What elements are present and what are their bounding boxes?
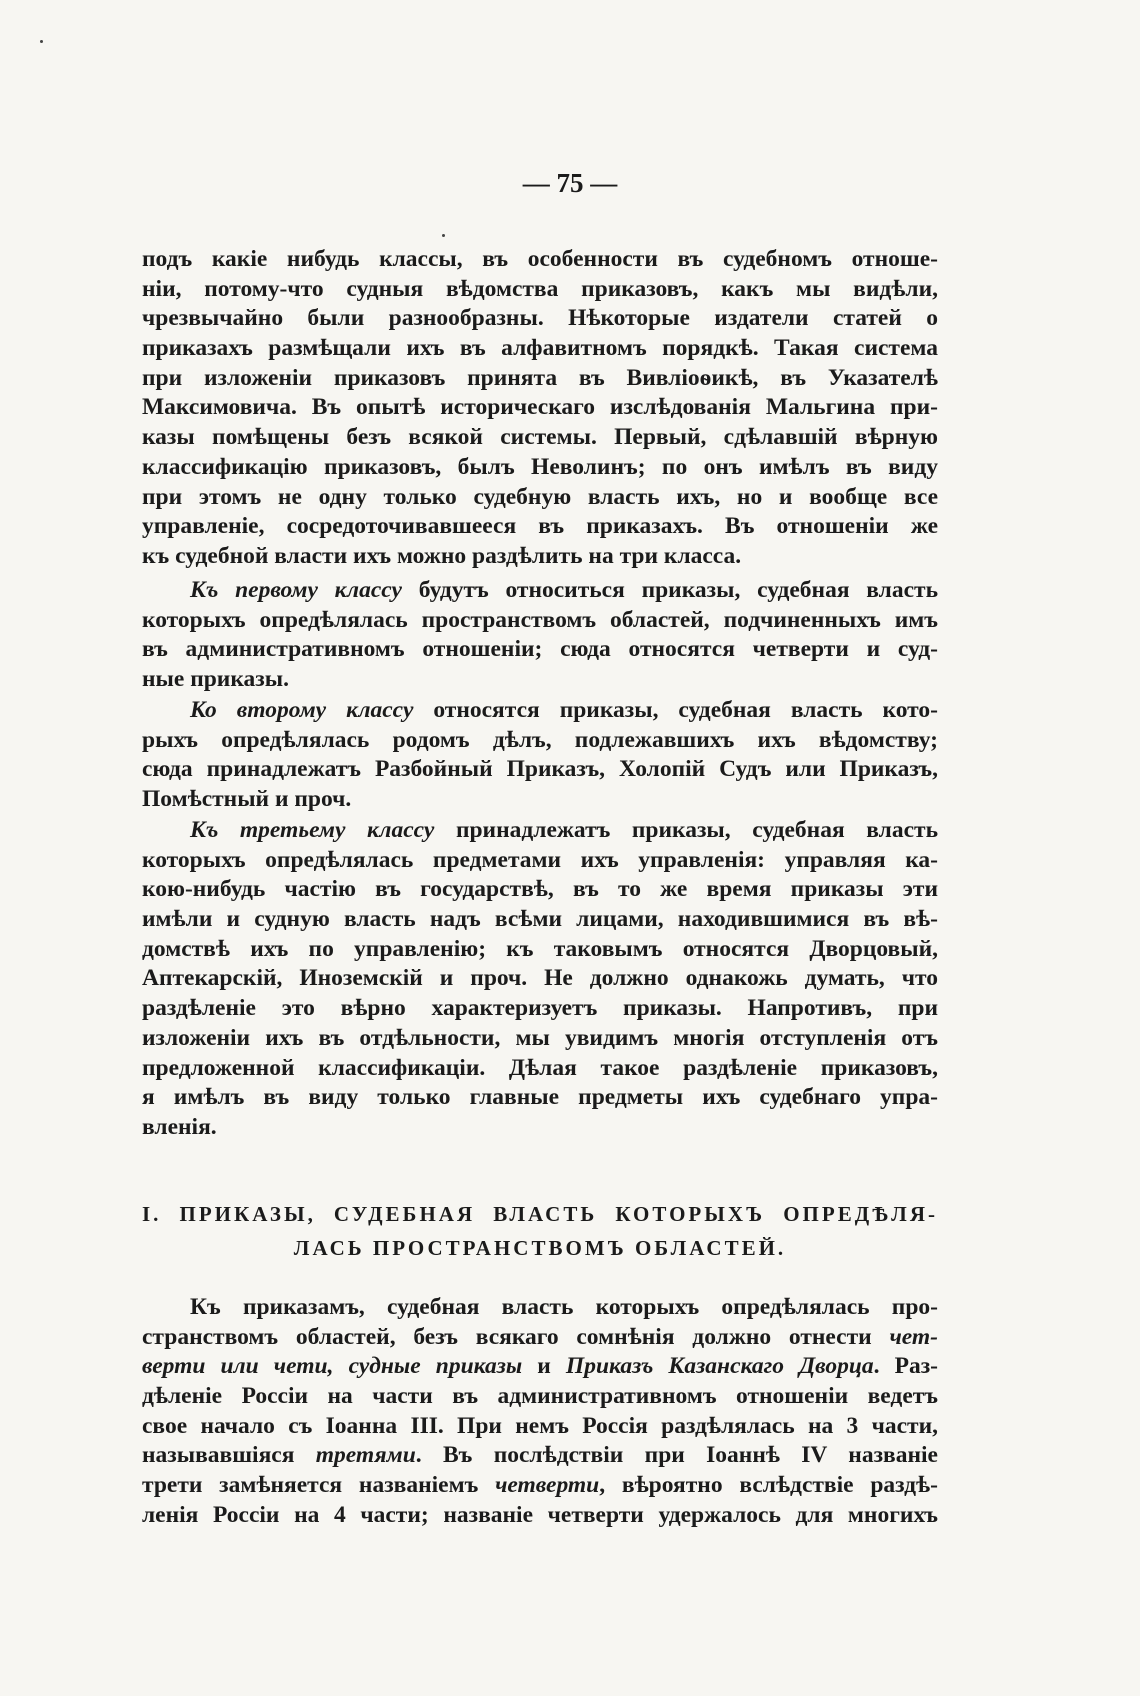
text-span: относятся приказы, судебная власть кото- [413,697,938,723]
text-span: и [522,1353,566,1380]
text-line: которыхъ опредѣлялась пространствомъ областей, подчиненныхъ имъ [142,606,938,633]
heading-line: I. ПРИКАЗЫ, СУДЕБНАЯ ВЛАСТЬ КОТОРЫХЪ ОПРЕДѢЛЯ- [142,1202,938,1226]
section-paragraph [142,1293,938,1531]
emphasis: четверти [495,1472,600,1499]
text-line: домствѣ ихъ по управленію; къ таковымъ относятся Дворцовый, [142,935,938,962]
text-line: ные приказы. [142,666,289,693]
text-line: предложенной классификаціи. Дѣлая такое раздѣленіе приказовъ, [142,1054,938,1081]
text-line [142,1323,938,1353]
emphasis: Ко второму классу [190,697,414,723]
section-heading [142,1197,938,1265]
text-span: странствомъ областей, безъ всякаго сомнѣнія должно отнести [142,1323,890,1350]
text-line: я имѣлъ въ виду только главные предметы ихъ судебнаго упра- [142,1084,938,1111]
emphasis: третями [315,1442,416,1469]
text-line: Аптекарскій, Иноземскій и проч. Не должно однакожь думать, что [142,965,938,992]
text-line: раздѣленіе это вѣрно характеризуетъ приказы. Напротивъ, при [142,995,938,1022]
text-line: Максимовича. Въ опытѣ историческаго изслѣдованія Мальгина при- [142,394,938,421]
text-line: Къ приказамъ, судебная власть которыхъ опредѣлялась про- [190,1294,938,1320]
emphasis: Къ третьему классу [190,817,435,843]
text-line: подъ какіе нибудь классы, въ особенности въ судебномъ отноше- [142,246,938,272]
text-span: . Въ послѣдствіи при Іоаннѣ IV названіе [415,1442,938,1469]
emphasis: Приказъ Казанскаго Дворца [565,1353,874,1380]
text-line: кою-нибудь частію въ государствѣ, въ то же время приказы эти [142,876,938,903]
text-line: вленія. [142,1113,217,1140]
text-line: при изложеніи приказовъ принята въ Вивліоѳикѣ, въ Указателѣ [142,364,938,391]
text-span: называвшіяся [142,1442,316,1469]
text-line: которыхъ опредѣлялась предметами ихъ управленія: управляя ка- [142,846,938,873]
text-line [142,696,938,726]
paragraph-3 [142,696,938,815]
emphasis: Къ первому классу [190,577,402,603]
text-line: ніи, потому-что судныя вѣдомства приказовъ, какъ мы видѣли, [142,275,938,302]
text-span: трети замѣняется названіемъ [142,1472,496,1499]
text-line [142,1471,938,1501]
text-line: приказахъ размѣщали ихъ въ алфавитномъ порядкѣ. Такая система [142,335,938,362]
emphasis: чет- [889,1323,938,1350]
text-line: въ административномъ отношеніи; сюда относятся четверти и суд- [142,636,938,663]
text-line: управленіе, сосредоточивавшееся въ приказахъ. Въ отношеніи же [142,513,938,540]
text-line: при этомъ не одну только судебную власть ихъ, но и вообще все [142,483,938,510]
text-span: будутъ относиться приказы, судебная власть [401,577,938,603]
text-span: , вѣроятно вслѣдствіе раздѣ- [599,1472,938,1499]
text-line: ленія Россіи на 4 части; названіе четверти удержалось для многихъ [142,1501,938,1528]
text-span: . Раз- [873,1353,938,1380]
text-span: принадлежатъ приказы, судебная власть [434,817,938,843]
text-line [142,816,938,846]
paragraph-4 [142,816,938,1143]
text-line: сюда принадлежатъ Разбойный Приказъ, Холопій Судъ или Приказъ, [142,756,938,783]
text-line: имѣли и судную власть надъ всѣми лицами, находившимися въ вѣ- [142,906,938,933]
text-line: изложеніи ихъ въ отдѣльности, мы увидимъ многія отступленія отъ [142,1024,938,1051]
text-line: классификацію приказовъ, былъ Неволинъ; по онъ имѣлъ въ виду [142,453,938,480]
emphasis: верти или чети, судные приказы [142,1353,523,1380]
text-line: свое начало съ Іоанна III. При немъ Россія раздѣлялась на 3 части, [142,1412,938,1439]
text-line [142,576,938,606]
text-line: чрезвычайно были разнообразны. Нѣкоторые издатели статей о [142,305,938,332]
paragraph-2 [142,576,938,695]
text-line: рыхъ опредѣлялась родомъ дѣлъ, подлежавшихъ ихъ вѣдомству; [142,726,938,753]
text-line: казы помѣщены безъ всякой системы. Первый, сдѣлавшій вѣрную [142,424,938,451]
heading-line: ЛАСЬ ПРОСТРАНСТВОМЪ ОБЛАСТЕЙ. [293,1236,787,1260]
scan-speck [40,40,43,43]
text-line: Помѣстный и проч. [142,786,352,813]
text-line [142,1441,938,1471]
text-line [142,1352,938,1382]
text-line: дѣленіе Россіи на части въ административномъ отношеніи ведетъ [142,1383,938,1410]
paragraph-1 [142,245,938,572]
text-line: къ судебной власти ихъ можно раздѣлить на три класса. [142,542,742,569]
scan-speck [442,234,445,237]
page-number: — 75 — [522,168,618,198]
